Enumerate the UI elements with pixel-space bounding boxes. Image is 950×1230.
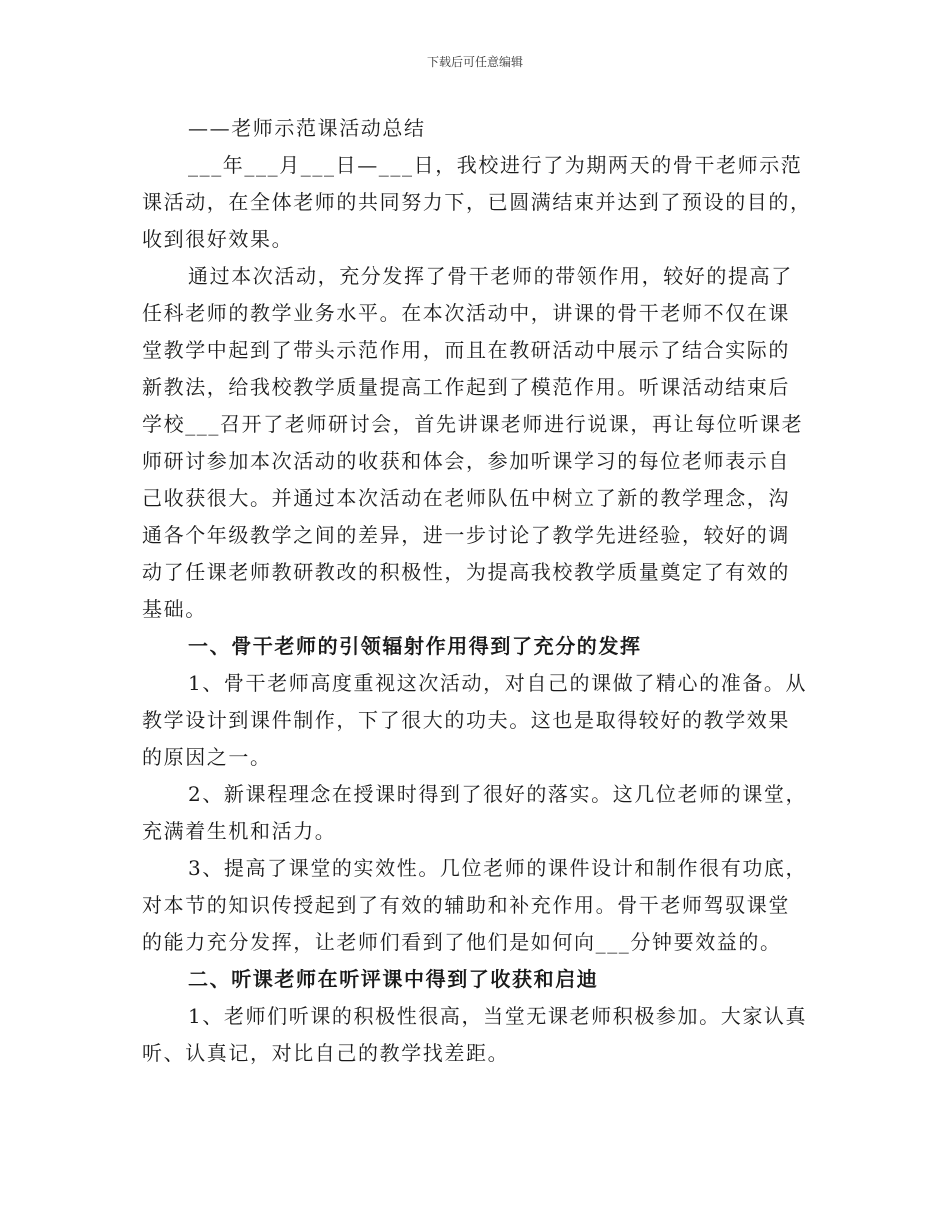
text-line: 新教法，给我校教学质量提高工作起到了模范作用。听课活动结束后 — [142, 375, 790, 399]
text-line: 动了任课老师教研教改的积极性，为提高我校教学质量奠定了有效的 — [142, 560, 790, 584]
document-subtitle: ——老师示范课活动总结 — [188, 116, 426, 140]
text-line: 充满着生机和活力。 — [142, 819, 337, 843]
text-line: 己收获很大。并通过本次活动在老师队伍中树立了新的教学理念，沟 — [142, 486, 790, 510]
text-line: 教学设计到课件制作，下了很大的功夫。这也是取得较好的教学效果 — [142, 708, 790, 732]
paragraph — [142, 147, 810, 258]
paragraph — [142, 850, 810, 961]
text-line: 对本节的知识传授起到了有效的辅助和补充作用。骨干老师驾驭课堂 — [142, 893, 790, 917]
document-body — [142, 110, 810, 1072]
text-line: 一、骨干老师的引领辐射作用得到了充分的发挥 — [188, 634, 642, 658]
text-line: 1、骨干老师高度重视这次活动，对自己的课做了精心的准备。从 — [188, 671, 808, 695]
text-line: 的原因之一。 — [142, 745, 272, 769]
text-line: 3、提高了课堂的实效性。几位老师的课件设计和制作很有功底， — [188, 856, 808, 880]
text-line: 2、新课程理念在授课时得到了很好的落实。这几位老师的课堂， — [188, 782, 808, 806]
section-heading — [142, 628, 810, 665]
paragraph — [142, 998, 810, 1072]
text-line: 学校___召开了老师研讨会，首先讲课老师进行说课，再让每位听课老 — [142, 412, 804, 436]
paragraph — [142, 665, 810, 776]
text-line: 师研讨参加本次活动的收获和体会，参加听课学习的每位老师表示自 — [142, 449, 790, 473]
text-line: 基础。 — [142, 597, 207, 621]
text-line: 收到很好效果。 — [142, 227, 294, 251]
text-line: 任科老师的教学业务水平。在本次活动中，讲课的骨干老师不仅在课 — [142, 301, 790, 325]
paragraph-container — [142, 147, 810, 1072]
paragraph — [142, 776, 810, 850]
text-line: 通各个年级教学之间的差异，进一步讨论了教学先进经验，较好的调 — [142, 523, 790, 547]
text-line: 通过本次活动，充分发挥了骨干老师的带领作用，较好的提高了 — [188, 264, 793, 288]
text-line: ___年___月___日—___日，我校进行了为期两天的骨干老师示范 — [188, 153, 803, 177]
text-line: 1、老师们听课的积极性很高，当堂无课老师积极参加。大家认真 — [188, 1004, 808, 1028]
text-line: 听、认真记，对比自己的教学找差距。 — [142, 1041, 510, 1065]
text-line: 堂教学中起到了带头示范作用，而且在教研活动中展示了结合实际的 — [142, 338, 790, 362]
paragraph — [142, 258, 810, 628]
text-line: 课活动，在全体老师的共同努力下，已圆满结束并达到了预设的目的， — [142, 190, 812, 214]
text-line: 的能力充分发挥，让老师们看到了他们是如何向___分钟要效益的。 — [142, 930, 782, 954]
section-heading — [142, 961, 810, 998]
text-line: 二、听课老师在听评课中得到了收获和启迪 — [188, 967, 599, 991]
page-header: 下载后可任意编辑 — [426, 55, 523, 69]
